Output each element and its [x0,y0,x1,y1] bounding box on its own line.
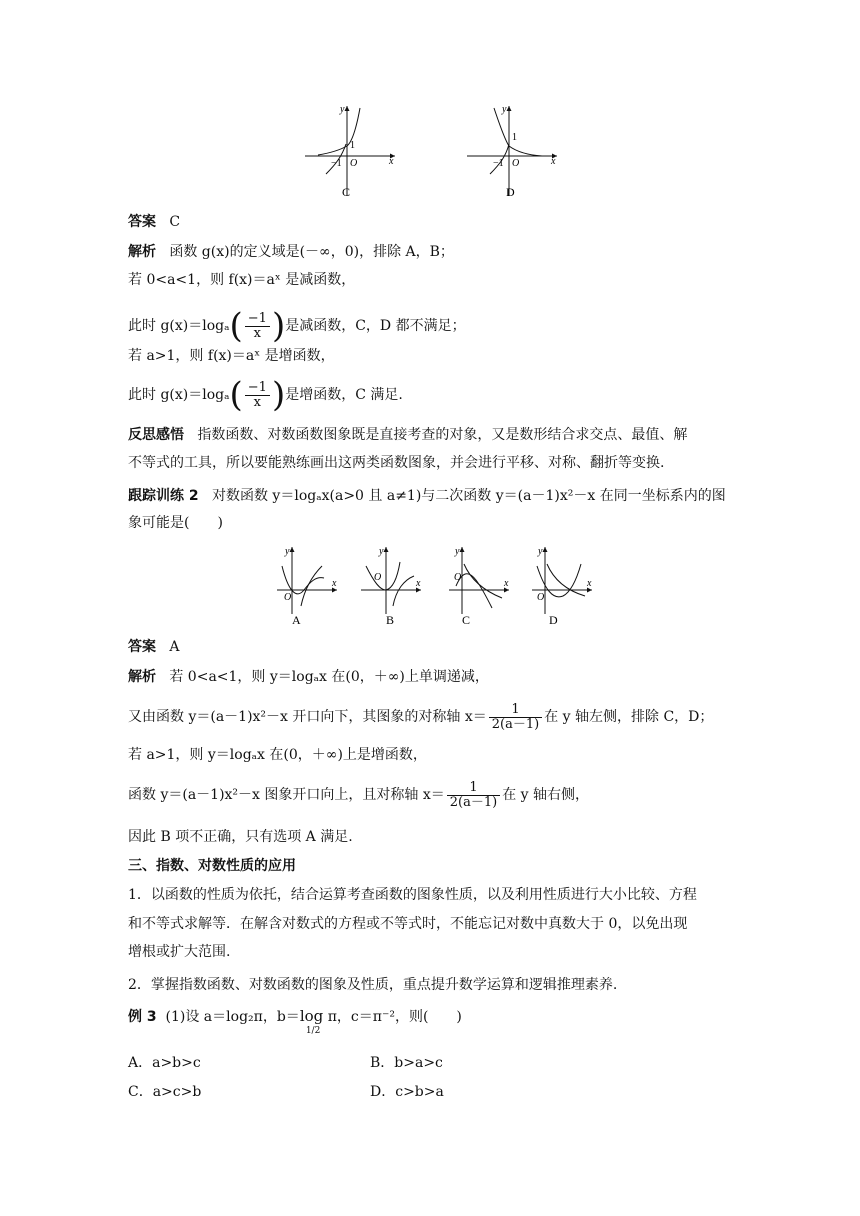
answer-value: A [169,639,180,655]
reflection-line-1 [128,425,687,445]
example-3 [128,1006,462,1042]
origin-label: O [537,592,545,603]
graph-label: C [462,613,471,627]
one-label: 1 [350,140,355,151]
analysis-tag: 解析 [128,669,156,685]
graph-A [272,542,342,632]
reflection-tag: 反思感悟 [128,427,184,443]
section-title: 三、指数、对数性质的应用 [128,858,296,874]
analysis-2-line-3: 若 a>1，则 y＝logₐx 在(0，＋∞)上是增函数， [128,747,427,763]
text: (1)设 a＝log₂π，b＝ [165,1009,300,1025]
graph-label: A [292,613,301,627]
frac-num: −1 [245,312,270,327]
x-label: x [504,578,509,589]
analysis-1-line-2: 若 0<a<1，则 f(x)＝aˣ 是减函数， [128,272,356,288]
text: 又由函数 y＝(a－1)x²－x 开口向下，其图象的对称轴 x＝ [128,709,487,725]
frac-den: x [253,325,262,341]
y-label: y [285,546,290,557]
y-label: y [455,546,460,557]
origin-label: O [284,592,292,603]
analysis-text: 若 0<a<1，则 y＝logₐx 在(0，＋∞)上单调递减， [169,669,489,685]
answer-1 [128,212,180,232]
analysis-text: 函数 g(x)的定义域是(－∞，0)，排除 A，B； [169,244,454,260]
graph-B [356,542,426,632]
x-label: x [332,578,337,589]
section-p2: 2．掌握指数函数、对数函数的图象及性质，重点提升数学运算和逻辑推理素养. [128,977,618,993]
reflection-line-2: 不等式的工具，所以要能熟练画出这两类函数图象，并会进行平移、对称、翻折等变换. [128,455,665,471]
log-expression: log 1/2 [299,1007,324,1036]
text: 在 y 轴左侧，排除 C，D； [544,709,714,725]
neg1-label: −1 [331,158,342,169]
analysis-1-line-5: 此时 g(x)＝logₐ( $\frac{-1}{x}$ )是增函数，C 满足. [128,375,403,415]
answer-value: C [169,214,181,230]
text: 此时 g(x)＝logₐ [128,318,230,334]
text: 是减函数，C，D 都不满足； [285,318,466,334]
practice-line-1 [128,486,726,506]
y-label: y [502,104,507,115]
graph-C [300,100,400,200]
graph-label: D [549,613,558,627]
text: 函数 y＝(a－1)x²－x 图象开口向上，且对称轴 x＝ [128,787,445,803]
graph-D [462,100,562,200]
analysis-tag: 解析 [128,244,156,260]
answer-tag: 答案 [128,214,156,230]
frac-num: 1 [447,781,500,796]
graph-C-mid [444,542,514,632]
option-D: D．c>b>a [370,1084,444,1100]
analysis-2-line-2 [128,697,713,737]
x-label: x [551,156,556,167]
x-label: x [389,156,394,167]
neg1-label: −1 [493,158,504,169]
text: 此时 g(x)＝logₐ [128,387,230,403]
graph-label: D [506,185,515,199]
graph-D-mid [527,542,597,632]
analysis-2-line-1 [128,667,489,687]
origin-label: O [350,158,358,169]
reflection-text: 指数函数、对数函数图象既是直接考查的对象，又是数形结合求交点、最值、解 [197,427,688,443]
frac-num: 1 [489,703,542,718]
text: π，c＝π⁻²，则( ) [323,1009,462,1025]
section-p1-line-3: 增根或扩大范围. [128,944,231,960]
option-C: C．a>c>b [128,1084,202,1100]
example-tag: 例 3 [128,1009,157,1025]
answer-tag: 答案 [128,639,156,655]
analysis-1-line-4: 若 a>1，则 f(x)＝aˣ 是增函数， [128,348,335,364]
text: 是增函数，C 满足. [285,387,403,403]
frac-den: x [253,394,262,410]
origin-label: O [512,158,520,169]
option-B: B．b>a>c [370,1055,443,1071]
x-label: x [416,578,421,589]
x-label: x [587,578,592,589]
origin-label: O [374,572,382,583]
answer-2 [128,637,179,657]
analysis-1-line-1 [128,242,454,262]
frac-den: 2(a－1) [491,716,540,732]
y-label: y [538,546,543,557]
graph-label: B [386,613,395,627]
analysis-2-line-4 [128,775,589,815]
frac-den: 2(a－1) [449,794,498,810]
y-label: y [379,546,384,557]
practice-text: 对数函数 y＝logₐx(a>0 且 a≠1)与二次函数 y＝(a－1)x²－x 在同一坐标系内的图 [211,488,726,504]
section-p1-line-1: 1．以函数的性质为依托，结合运算考查函数的图象性质，以及利用性质进行大小比较、方程 [128,887,697,903]
frac-num: −1 [245,381,270,396]
y-label: y [340,104,345,115]
practice-tag: 跟踪训练 2 [128,488,199,504]
option-A: A．a>b>c [128,1055,201,1071]
practice-line-2: 象可能是( ) [128,515,223,531]
origin-label: O [454,572,462,583]
log-base: 1/2 [305,1026,321,1036]
analysis-2-line-5: 因此 B 项不正确，只有选项 A 满足. [128,829,353,845]
one-label: 1 [512,132,517,143]
graph-label: C [342,185,351,199]
text: 在 y 轴右侧， [502,787,589,803]
section-p1-line-2: 和不等式求解等．在解含对数式的方程或不等式时，不能忘记对数中真数大于 0，以免出现 [128,916,688,932]
analysis-1-line-3: 此时 g(x)＝logₐ( $\frac{-1}{x}$ )是减函数，C，D 都不满足； [128,306,466,346]
